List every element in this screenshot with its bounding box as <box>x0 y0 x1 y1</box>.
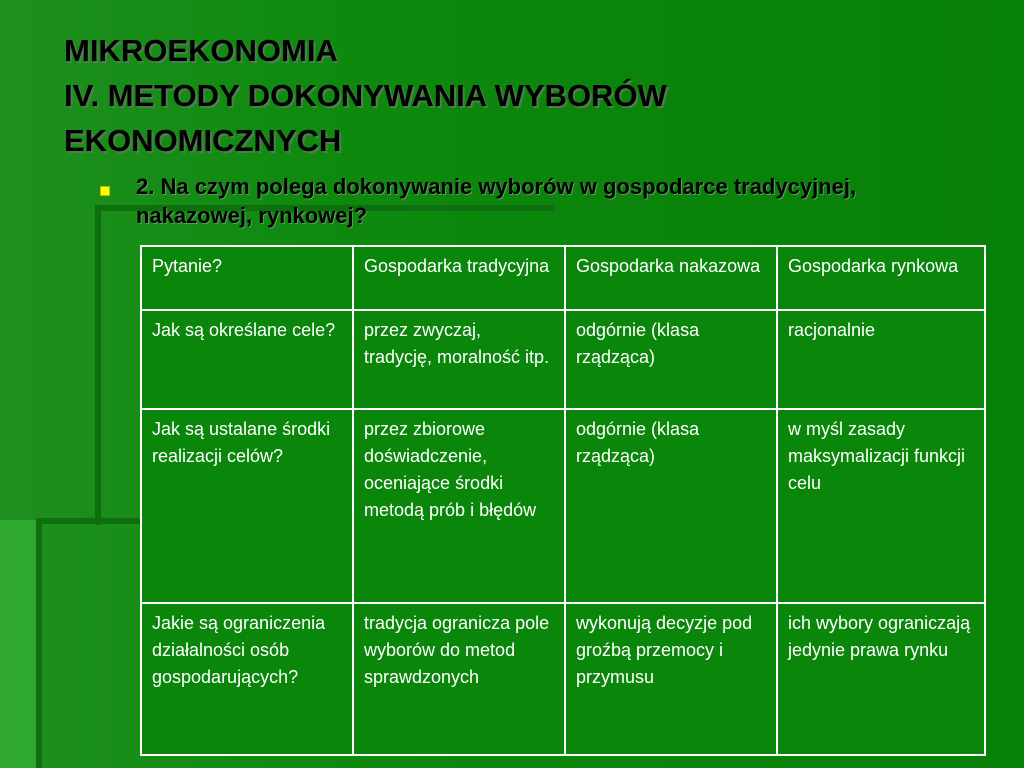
table-cell: wykonują decyzje pod groźbą przemocy i przymusu <box>565 603 777 755</box>
title-line: IV. METODY DOKONYWANIA WYBORÓW <box>64 78 667 113</box>
table-header-row <box>141 246 985 310</box>
table-cell: Gospodarka rynkowa <box>777 246 985 310</box>
table-row <box>141 409 985 604</box>
slide-title <box>64 28 667 163</box>
comparison-table <box>140 245 986 756</box>
table-cell: przez zbiorowe doświadczenie, oceniające środki metodą prób i błędów <box>353 409 565 604</box>
table-cell: w myśl zasady maksymalizacji funkcji celu <box>777 409 985 604</box>
bullet-point <box>100 172 916 230</box>
table-cell: Jak są ustalane środki realizacji celów? <box>141 409 353 604</box>
decor-bar <box>95 205 101 525</box>
table-cell: przez zwyczaj, tradycję, moralność itp. <box>353 310 565 408</box>
table-cell: odgórnie (klasa rządząca) <box>565 409 777 604</box>
title-line: MIKROEKONOMIA <box>64 33 338 68</box>
table-row <box>141 310 985 408</box>
decor-block <box>0 520 36 768</box>
table-cell: odgórnie (klasa rządząca) <box>565 310 777 408</box>
table-cell: Jak są określane cele? <box>141 310 353 408</box>
bullet-text: 2. Na czym polega dokonywanie wyborów w gospodarce tradycyjnej, nakazowej, rynkowej? <box>136 174 857 228</box>
table-cell: Pytanie? <box>141 246 353 310</box>
decor-bar <box>36 518 42 768</box>
title-line: EKONOMICZNYCH <box>64 123 342 158</box>
table-cell: Gospodarka tradycyjna <box>353 246 565 310</box>
table-cell: tradycja ogranicza pole wyborów do metod sprawdzonych <box>353 603 565 755</box>
table-cell: racjonalnie <box>777 310 985 408</box>
table-cell: Jakie są ograniczenia działalności osób gospodarujących? <box>141 603 353 755</box>
table-cell: ich wybory ograniczają jedynie prawa rynku <box>777 603 985 755</box>
table-row <box>141 603 985 755</box>
square-bullet-icon <box>100 186 110 196</box>
table-cell: Gospodarka nakazowa <box>565 246 777 310</box>
